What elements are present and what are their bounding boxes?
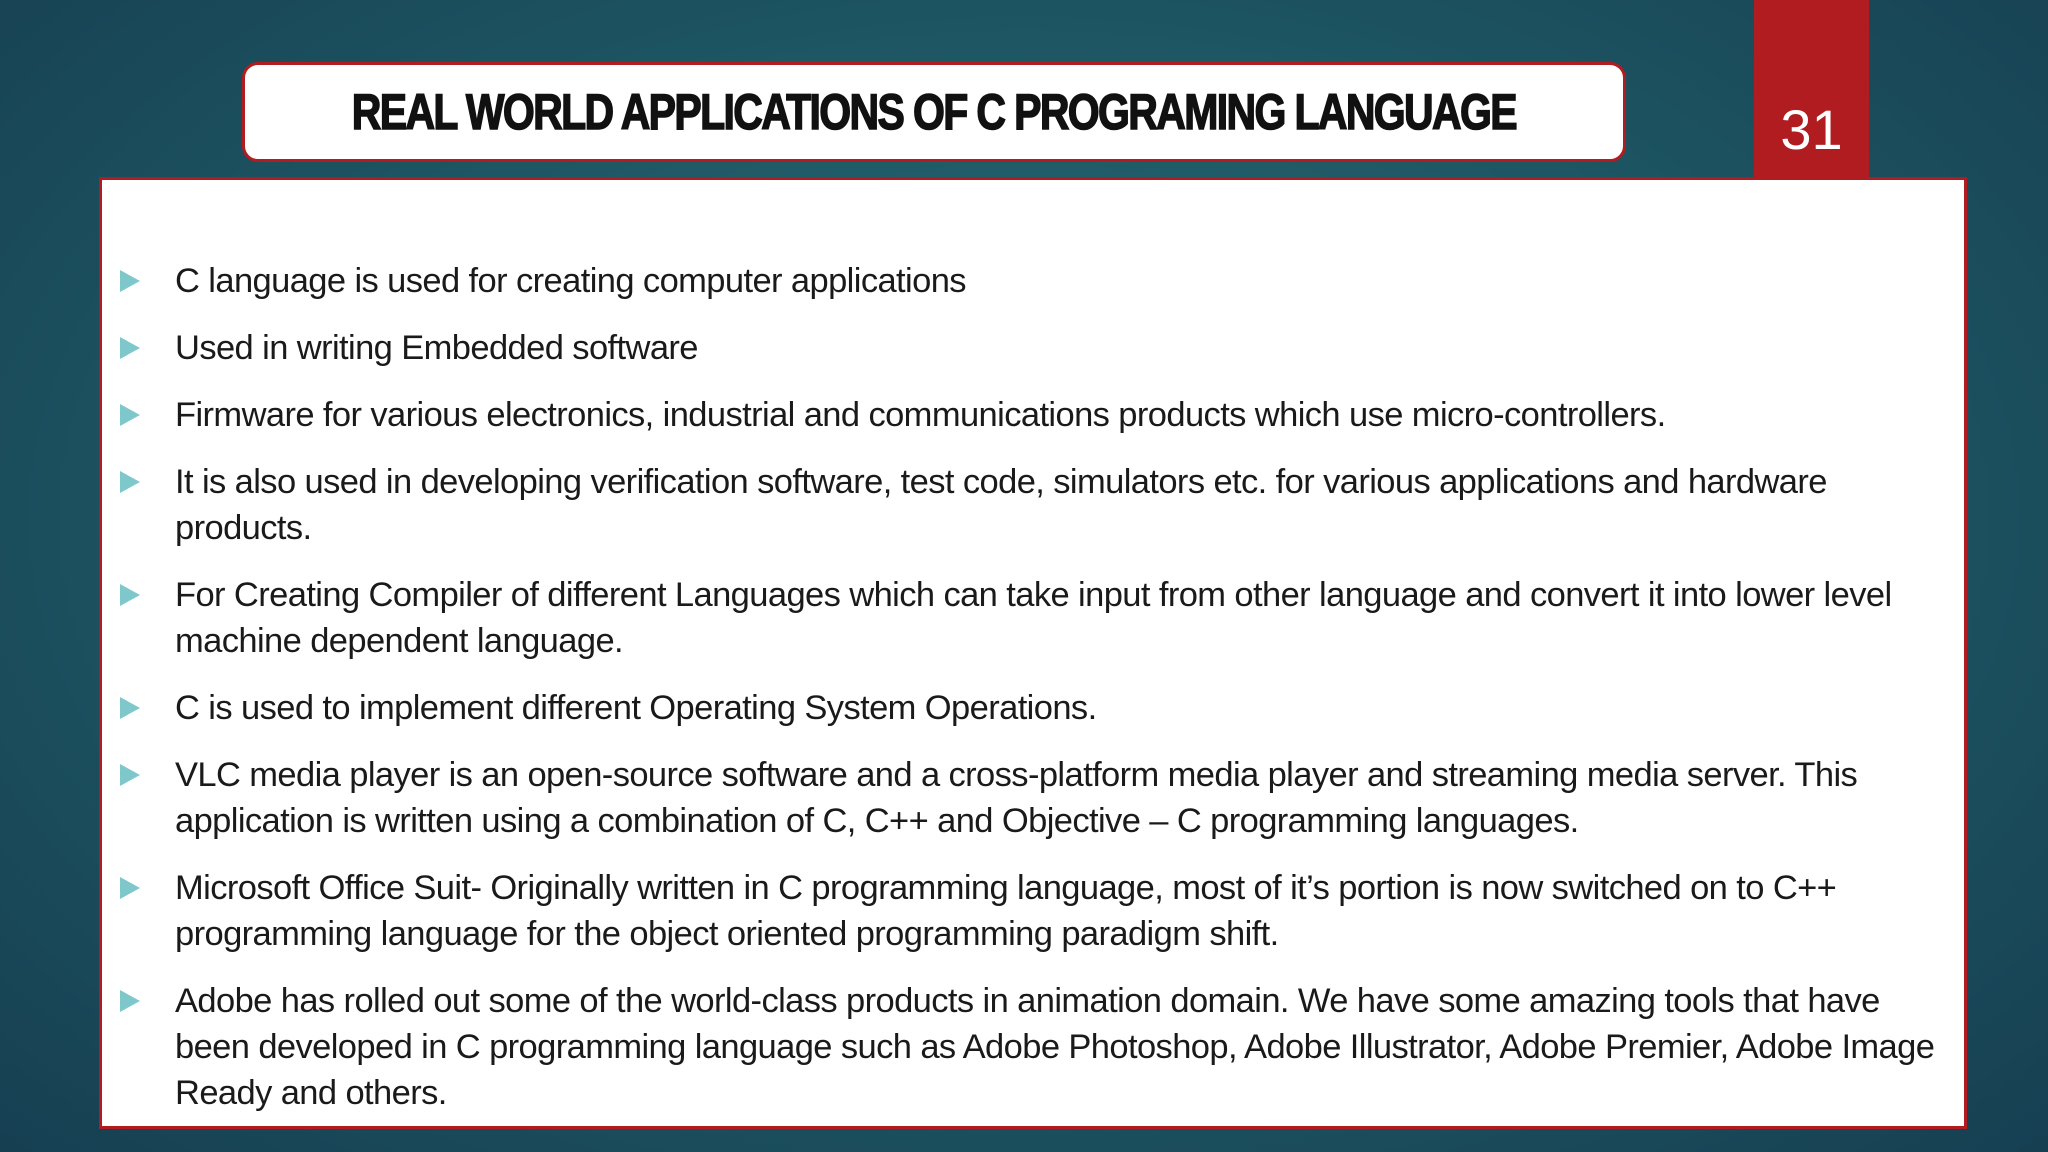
bullet-text: VLC media player is an open-source software and a cross-platform media player and streaming media server. This application is written using a combination of C, C++ and Objective – C programming languages. xyxy=(175,756,1858,840)
arrow-bullet-icon xyxy=(120,697,140,719)
bullet-text: C language is used for creating computer applications xyxy=(175,262,966,300)
list-item xyxy=(102,978,1954,1116)
arrow-bullet-icon xyxy=(120,764,140,786)
list-item xyxy=(102,459,1954,551)
arrow-bullet-icon xyxy=(120,584,140,606)
list-item xyxy=(102,325,1954,371)
bullet-text: It is also used in developing verification software, test code, simulators etc. for various applications and hardware products. xyxy=(175,463,1827,547)
bullet-text: C is used to implement different Operating System Operations. xyxy=(175,689,1097,727)
list-item xyxy=(102,865,1954,957)
slide-title: REAL WORLD APPLICATIONS OF C PROGRAMING LANGUAGE xyxy=(351,84,1517,140)
arrow-bullet-icon xyxy=(120,990,140,1012)
bullet-text: Microsoft Office Suit- Originally written in C programming language, most of it’s portion is now switched on to C++ programming language for the object oriented programming paradigm shift. xyxy=(175,869,1837,953)
page-number-tab xyxy=(1754,0,1869,178)
list-item xyxy=(102,572,1954,664)
list-item xyxy=(102,752,1954,844)
list-item xyxy=(102,258,1954,304)
arrow-bullet-icon xyxy=(120,877,140,899)
content-box xyxy=(99,177,1967,1129)
list-item xyxy=(102,685,1954,731)
arrow-bullet-icon xyxy=(120,404,140,426)
bullet-text: Firmware for various electronics, industrial and communications products which use micro-controllers. xyxy=(175,396,1666,434)
arrow-bullet-icon xyxy=(120,471,140,493)
bullet-text: Used in writing Embedded software xyxy=(175,329,698,367)
title-box xyxy=(242,62,1626,162)
bullet-list xyxy=(102,180,1964,1116)
page-number: 31 xyxy=(1780,98,1843,161)
arrow-bullet-icon xyxy=(120,337,140,359)
bullet-text: For Creating Compiler of different Languages which can take input from other language and convert it into lower level machine dependent language. xyxy=(175,576,1892,660)
bullet-text: Adobe has rolled out some of the world-class products in animation domain. We have some amazing tools that have been developed in C programming language such as Adobe Photoshop, Adobe Illustrator, Adobe Premier, Adobe Image Ready and others. xyxy=(175,982,1935,1112)
arrow-bullet-icon xyxy=(120,270,140,292)
list-item xyxy=(102,392,1954,438)
